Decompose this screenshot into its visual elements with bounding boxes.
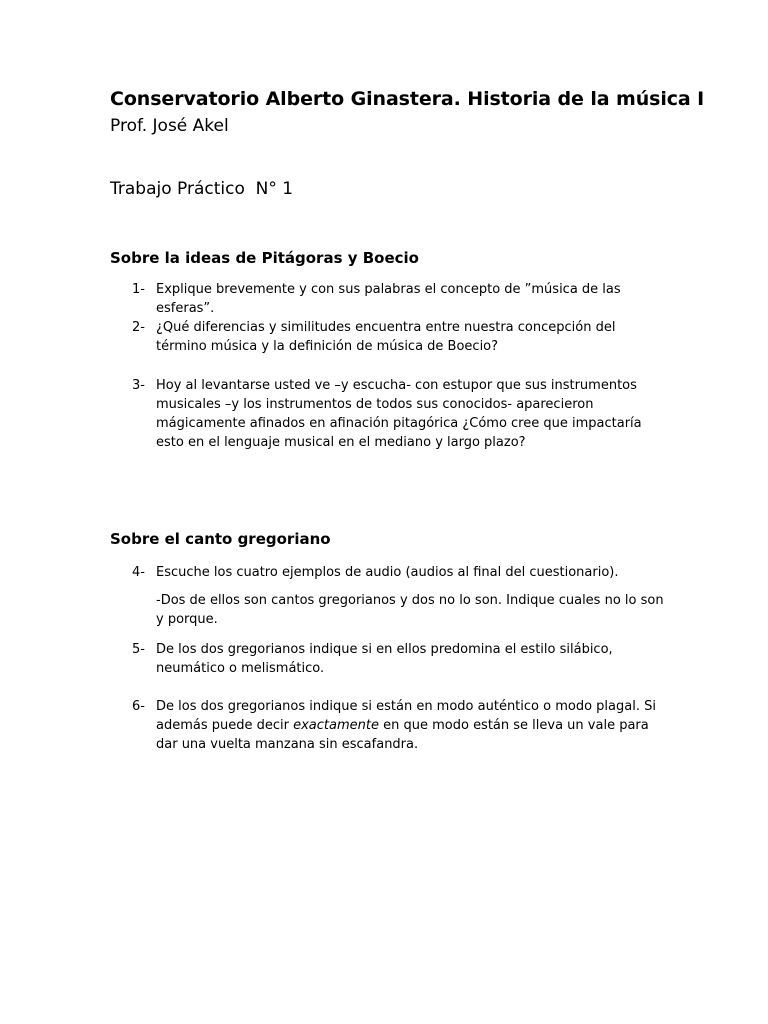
assignment-title: Trabajo Práctico N° 1 (110, 179, 294, 199)
section-heading-pitagoras-boecio: Sobre la ideas de Pitágoras y Boecio (110, 249, 419, 267)
question-number: 6- (132, 699, 145, 714)
question-text: ¿Qué diferencias y similitudes encuentra entre nuestra concepción del término música y la definición de música de Boecio? (156, 320, 616, 354)
question-text: De los dos gregorianos indique si en ellos predomina el estilo silábico, neumático o melismático. (156, 642, 613, 676)
question-text-part: en que modo están se lleva un vale para dar una vuelta manzana sin escafandra. (156, 718, 649, 752)
question-number: 2- (132, 320, 145, 335)
question-item-5 (132, 640, 662, 678)
page-title: Conservatorio Alberto Ginastera. Historia de la música I (110, 88, 705, 110)
question-text: Escuche los cuatro ejemplos de audio (audios al final del cuestionario). (156, 565, 619, 580)
question-number: 3- (132, 378, 145, 393)
question-item-1 (132, 280, 662, 318)
question-number: 4- (132, 565, 145, 580)
question-number: 1- (132, 282, 145, 297)
question-note: -Dos de ellos son cantos gregorianos y dos no lo son. Indique cuales no lo son y porque. (156, 593, 664, 627)
question-item-3 (132, 376, 662, 452)
professor-name: Prof. José Akel (110, 116, 229, 136)
question-item-4 (132, 563, 662, 582)
question-text (156, 697, 662, 754)
question-text-emphasis: exactamente (293, 718, 379, 733)
question-text: Hoy al levantarse usted ve –y escucha- con estupor que sus instrumentos musicales –y los instrumentos de todos sus conocidos- aparecieron mágicamente afinados en afinación pitagórica ¿Cómo cree que impactaría esto en el lenguaje musical en el mediano y largo plazo? (156, 378, 642, 450)
question-item-6 (132, 697, 662, 754)
question-text: Explique brevemente y con sus palabras el concepto de ”música de las esferas”. (156, 282, 621, 316)
question-number: 5- (132, 642, 145, 657)
question-text-part: De los dos gregorianos indique si están en modo auténtico o modo plagal. Si además puede decir (156, 699, 656, 733)
section-heading-canto-gregoriano: Sobre el canto gregoriano (110, 530, 331, 548)
question-item-2 (132, 318, 662, 356)
